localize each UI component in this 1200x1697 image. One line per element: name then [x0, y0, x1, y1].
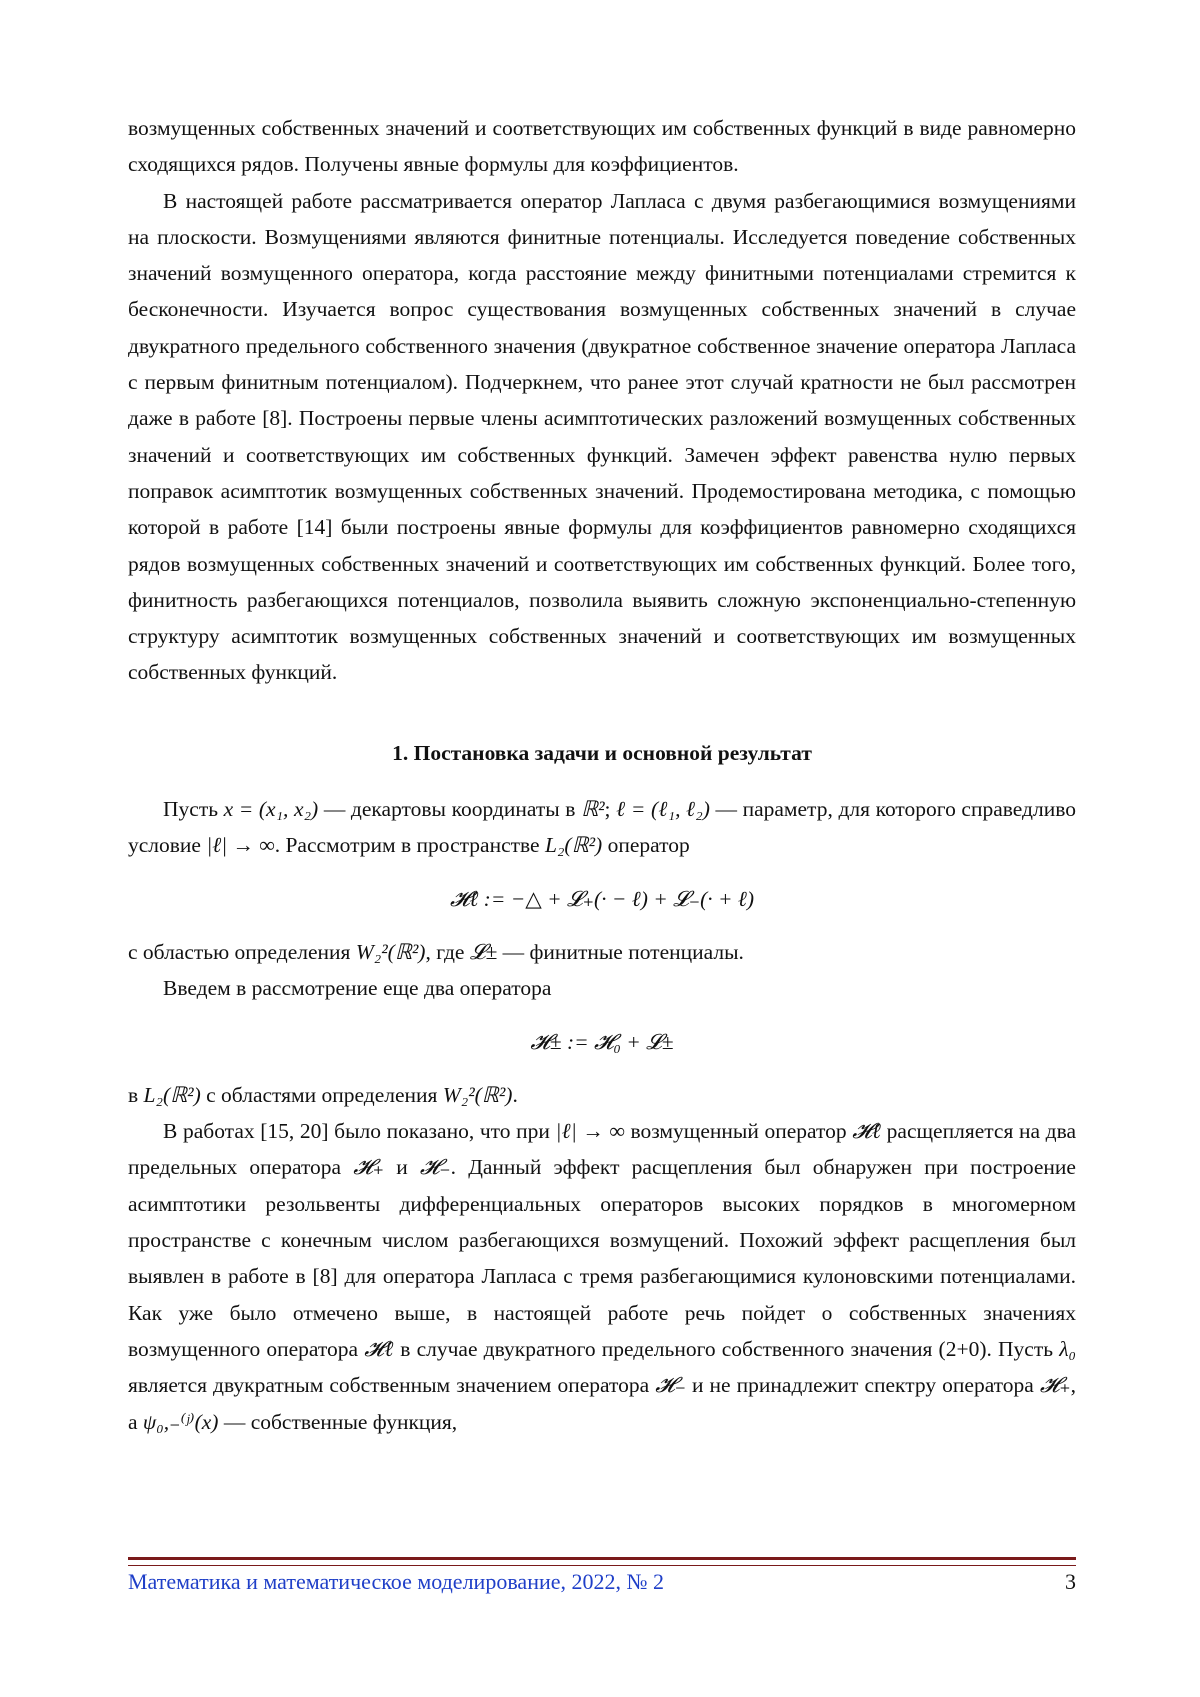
paragraph-domains: в L₂(ℝ²) с областями определения W₂²(ℝ²).: [128, 1077, 1076, 1113]
paragraph-setup: Пусть x = (x₁, x₂) — декартовы координаты в ℝ²; ℓ = (ℓ₁, ℓ₂) — параметр, для которого справедливо условие |ℓ| → ∞. Рассмотрим в пространстве L₂(ℝ²) оператор: [128, 791, 1076, 864]
paragraph-intro: В настоящей работе рассматривается оператор Лапласа с двумя разбегающимися возмущениями на плоскости. Возмущениями являются финитные потенциалы. Исследуется поведение собственных значений возмущенного оператора, когда расстояние между финитными потенциалами стремится к бесконечности. Изучается вопрос существования возмущенных собственных значений в случае двукратного предельного собственного значения (двукратное собственное значение оператора Лапласа с первым финитным потенциалом). Подчеркнем, что ранее этот случай кратности не был рассмотрен даже в работе [8]. Построены первые члены асимптотических разложений возмущенных собственных значений и соответствующих им собственных функций. Замечен эффект равенства нулю первых поправок асимптотик возмущенных собственных значений. Продемостирована методика, с помощью которой в работе [14] были построены явные формулы для коэффициентов равномерно сходящихся рядов возмущенных собственных значений и соответствующих им собственных функций. Более того, финитность разбегающихся потенциалов, позволила выявить сложную экспоненциально-степенную структуру асимптотик возмущенных собственных значений и соответствующих им возмущенных собственных функций.: [128, 183, 1076, 691]
equation-operator: 𝓗ℓ := −△ + 𝓛₊(· − ℓ) + 𝓛₋(· + ℓ): [128, 881, 1076, 917]
footer-rule: [128, 1557, 1076, 1566]
section-title: 1. Постановка задачи и основной результат: [128, 735, 1076, 771]
paragraph-two-operators: Введем в рассмотрение еще два оператора: [128, 970, 1076, 1006]
equation-limit-operators: 𝓗± := 𝓗₀ + 𝓛±: [128, 1024, 1076, 1060]
paragraph-splitting: В работах [15, 20] было показано, что при |ℓ| → ∞ возмущенный оператор 𝓗ℓ расщепляется на два предельных оператора 𝓗₊ и 𝓗₋. Данный эффект расщепления был обнаружен при построение асимптотики резольвенты дифференциальных операторов высоких порядков в многомерном пространстве с конечным числом разбегающихся возмущений. Похожий эффект расщепления был выявлен в работе в [8] для оператора Лапласа с тремя разбегающимися кулоновскими потенциалами. Как уже было отмечено выше, в настоящей работе речь пойдет о собственных значениях возмущенного оператора 𝓗ℓ в случае двукратного предельного собственного значения (2+0). Пусть λ₀ является двукратным собственным значением оператора 𝓗₋ и не принадлежит спектру оператора 𝓗₊, а ψ₀,₋⁽ʲ⁾(x) — собственные функция,: [128, 1113, 1076, 1440]
journal-citation: Математика и математическое моделирование, 2022, № 2: [128, 1569, 664, 1594]
page-number: 3: [1065, 1569, 1076, 1595]
page-footer: [128, 1569, 1076, 1595]
paragraph-domain: с областью определения W₂²(ℝ²), где 𝓛± — финитные потенциалы.: [128, 934, 1076, 970]
paragraph-continued: возмущенных собственных значений и соответствующих им собственных функций в виде равномерно сходящихся рядов. Получены явные формулы для коэффициентов.: [128, 110, 1076, 183]
page-body: [128, 110, 1076, 1440]
